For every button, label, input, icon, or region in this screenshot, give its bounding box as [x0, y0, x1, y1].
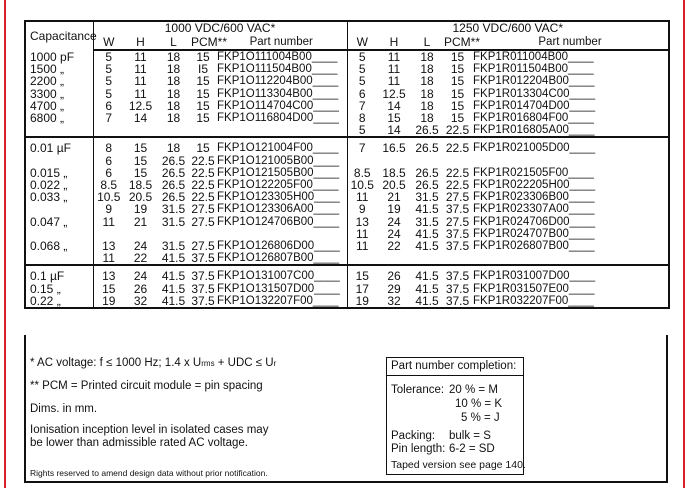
col-part-1000: Part number [216, 35, 347, 50]
cell-part-1250: FKP1R026807B00____ [472, 240, 669, 252]
cell-w-1250: 6 [358, 86, 366, 101]
cell-part-1250 [472, 155, 669, 167]
cell-capacitance: 0.015 „ [25, 167, 93, 179]
table-row [25, 203, 669, 215]
table-row [25, 295, 669, 308]
cell-l-1000: 41.5 [157, 295, 190, 308]
cell-pcm-1000: I5 [197, 62, 208, 77]
cell-l-1000: 31.5 [161, 202, 186, 217]
cell-w-1000: 9 [105, 202, 113, 217]
cell-w-1000: 11 [93, 252, 124, 265]
cell-pcm-1000: 27.5 [191, 214, 215, 229]
cell-w-1250: 11 [356, 190, 369, 205]
cell-pcm-1250: 15 [450, 62, 465, 77]
note-rights: Rights reserved to amend design data without prior notification. [30, 468, 268, 478]
cell-pcm-1000: 22.5 [191, 190, 215, 205]
cell-h-1000: 15 [133, 153, 148, 168]
cell-h-1000: 32 [124, 295, 157, 308]
cell-w-1250: 17 [355, 281, 369, 296]
cell-part-1000: FKP1O121004F00____ [216, 142, 347, 154]
cell-capacitance: 0.033 „ [25, 191, 93, 203]
cell-part-1250: FKP1R032207F00____ [472, 295, 669, 308]
cell-h-1250: 24 [387, 226, 401, 241]
col-l-1250: L [411, 35, 443, 50]
cell-pcm-1250: 37.5 [445, 202, 470, 217]
cell-l-1250: 41.5 [415, 202, 439, 217]
cell-w-1250: 7 [358, 141, 366, 156]
cell-l-1250: 18 [420, 98, 434, 113]
table-row [25, 75, 669, 87]
cell-h-1250: 11 [387, 74, 401, 89]
header-row-columns [25, 35, 669, 50]
cell-h-1000: 11 [134, 62, 147, 77]
cell-w-1250: 15 [355, 269, 369, 284]
table-row [25, 155, 669, 167]
cell-w-1250 [347, 155, 377, 167]
cell-h-1000: 26 [133, 281, 148, 296]
table-row [25, 228, 669, 240]
cell-part-1250: FKP1R016805A00____ [472, 124, 669, 137]
cell-w-1000: 13 [102, 239, 116, 254]
cell-capacitance: 0.1 µF [25, 270, 93, 282]
cell-l-1250 [411, 155, 443, 167]
cell-part-1250: FKP1R022205H00____ [472, 179, 669, 191]
cell-part-1000: FKP1O123305H00____ [216, 191, 347, 203]
cell-part-1250: FKP1R031507E00____ [472, 283, 669, 295]
cell-w-1000: 8.5 [100, 178, 118, 193]
cell-w-1000: 5 [105, 50, 113, 64]
cell-pcm-1000 [190, 124, 216, 137]
taped-version-note: Taped version see page 140. [391, 459, 526, 471]
cell-w-1250: 5 [358, 74, 366, 89]
cell-pcm-1250: 22.5 [445, 165, 470, 180]
cell-h-1000: 11 [134, 86, 147, 101]
packing-label: Packing: [391, 430, 436, 442]
cell-l-1000: 26.5 [161, 153, 186, 168]
cell-l-1000: 18 [166, 111, 181, 126]
cell-pcm-1250: 15 [450, 50, 465, 64]
cell-h-1000 [124, 124, 157, 137]
cell-l-1000: 18 [166, 86, 181, 101]
cell-w-1000: 19 [93, 295, 124, 308]
cell-l-1250: 41.5 [415, 281, 439, 296]
cell-part-1000: FKP1O124706B00____ [216, 216, 347, 228]
cell-h-1000: 18.5 [128, 178, 153, 193]
notes-panel [24, 335, 668, 483]
cell-l-1000: 26.5 [161, 165, 186, 180]
col-l-1000: L [157, 35, 190, 50]
note-ionisation-line1: Ionisation inception level in isolated cases may [30, 424, 269, 436]
cell-pcm-1000: 15 [196, 86, 210, 101]
cell-part-1250: FKP1R011504B00____ [472, 63, 669, 75]
cell-capacitance: 1000 pF [25, 50, 93, 63]
table-row [25, 283, 669, 295]
capacitance-header: Capacitance [25, 21, 93, 50]
cell-h-1250 [377, 155, 411, 167]
cell-pcm-1000: 15 [196, 74, 210, 89]
cell-h-1250: 32 [377, 295, 411, 308]
cell-h-1000: 14 [133, 111, 148, 126]
cell-pcm-1250: 27.5 [445, 214, 470, 229]
cell-capacitance [25, 203, 93, 215]
tolerance-label: Tolerance: [391, 384, 445, 396]
left-margin-line [4, 0, 6, 488]
cell-w-1000 [93, 124, 124, 137]
cell-part-1000: FKP1O113304B00____ [216, 88, 347, 100]
cell-w-1250: 13 [355, 214, 369, 229]
cell-l-1250: 31.5 [415, 190, 439, 205]
cell-w-1250: 5 [347, 124, 377, 137]
cell-l-1000 [157, 124, 190, 137]
cell-h-1250: 15 [387, 111, 401, 126]
cell-l-1000: 26.5 [161, 190, 186, 205]
cell-pcm-1250: 22.5 [445, 141, 470, 156]
cell-w-1000: 11 [102, 214, 115, 229]
cell-l-1000: 41.5 [161, 269, 186, 284]
col-h-1250: H [377, 35, 411, 50]
cell-pcm-1250: 15 [450, 98, 465, 113]
cell-part-1250: FKP1R013304C00____ [472, 88, 669, 100]
cell-pcm-1250: 15 [450, 74, 465, 89]
cell-h-1000: 15 [133, 141, 148, 156]
cell-w-1250: 19 [347, 295, 377, 308]
cell-capacitance: 0.15 „ [25, 283, 93, 295]
cell-part-1250: FKP1R031007D00____ [472, 270, 669, 282]
cell-h-1250: 26 [387, 269, 401, 284]
cell-pcm-1250: 37.5 [445, 239, 470, 254]
cell-part-1000: FKP1O132207F00____ [216, 295, 347, 308]
cell-h-1250: 11 [387, 50, 401, 64]
cell-pcm-1250: 22.5 [443, 124, 472, 137]
note-ac-voltage: * AC voltage: f ≤ 1000 Hz; 1.4 x Urms + UDC ≤ Ur [30, 357, 277, 369]
table-row [25, 100, 669, 112]
cell-l-1000: 18 [166, 62, 181, 77]
cell-part-1000 [216, 124, 347, 137]
cell-part-1250: FKP1R024707B00____ [472, 228, 669, 240]
cell-h-1000: 12.5 [128, 98, 153, 113]
note-ionisation-line2: be lower than admissible rated AC voltage. [30, 437, 248, 449]
col-w-1250: W [347, 35, 377, 50]
cell-part-1000: FKP1O111504B00____ [216, 63, 347, 75]
cell-part-1000: FKP1O121005B00____ [216, 155, 347, 167]
cell-h-1250: 29 [387, 281, 401, 296]
cell-pcm-1250: 27.5 [445, 190, 470, 205]
cell-capacitance: 4700 „ [25, 100, 93, 112]
cell-w-1000: 6 [105, 165, 113, 180]
cell-pcm-1250: 15 [450, 86, 465, 101]
cell-l-1250: 18 [420, 62, 434, 77]
cell-w-1000: 5 [105, 86, 113, 101]
cell-part-1000: FKP1O112204B00____ [216, 75, 347, 87]
group-header-1250: 1250 VDC/600 VAC* [347, 21, 669, 35]
cell-w-1000: 5 [105, 62, 113, 77]
cell-h-1000: 11 [134, 50, 147, 64]
cell-capacitance: 0.01 µF [25, 142, 93, 154]
cell-l-1000: 18 [166, 74, 181, 89]
cell-l-1250: 26.5 [415, 178, 439, 193]
cell-h-1250: 21 [387, 190, 401, 205]
cell-l-1000: 26.5 [161, 178, 186, 193]
cell-h-1250: 24 [387, 214, 401, 229]
cell-w-1250 [347, 252, 377, 265]
cell-l-1250: 26.5 [411, 124, 443, 137]
col-pcm-1000: PCM** [191, 34, 228, 49]
table-row [25, 63, 669, 75]
cell-pcm-1000: 27.5 [191, 239, 215, 254]
cell-h-1000: 24 [133, 269, 148, 284]
cell-pcm-1000: 27.5 [191, 202, 215, 217]
cell-part-1250: FKP1R021505F00____ [472, 167, 669, 179]
cell-pcm-1250: 37.5 [445, 269, 470, 284]
cell-h-1250: 14 [377, 124, 411, 137]
cell-h-1000: 19 [133, 202, 148, 217]
cell-part-1250: FKP1R016804F00____ [472, 112, 669, 124]
cell-part-1000 [216, 228, 347, 240]
pin-length-value: 6-2 = SD [449, 443, 495, 455]
table-row [25, 191, 669, 203]
cell-pcm-1000: 15 [196, 141, 210, 156]
cell-pcm-1000: 37.5 [191, 269, 215, 284]
cell-part-1250: FKP1R024706D00____ [472, 216, 669, 228]
packing-value: bulk = S [449, 430, 491, 442]
cell-capacitance [25, 252, 93, 265]
cell-l-1250: 18 [420, 74, 434, 89]
cell-pcm-1000: 37.5 [191, 281, 215, 296]
table-row [25, 124, 669, 137]
cell-part-1250: FKP1R023306B00____ [472, 191, 669, 203]
cell-part-1000: FKP1O131007C00____ [216, 270, 347, 282]
cell-l-1250: 41.5 [415, 226, 439, 241]
cell-l-1000: 31.5 [161, 214, 186, 229]
cell-l-1000: 18 [166, 98, 181, 113]
cell-h-1250: 19 [387, 202, 401, 217]
cell-w-1250: 5 [358, 50, 366, 64]
cell-pcm-1250: 15 [450, 111, 465, 126]
cell-capacitance [25, 155, 93, 167]
table-row [25, 252, 669, 265]
col-pcm-1250: PCM** [444, 34, 481, 49]
note-dims: Dims. in mm. [30, 403, 98, 415]
cell-part-1000: FKP1O111004B00____ [216, 50, 347, 63]
cell-part-1000: FKP1O131507D00____ [216, 283, 347, 295]
cell-h-1250: 20.5 [382, 178, 406, 193]
cell-w-1250: 11 [356, 239, 369, 254]
cell-capacitance: 6800 „ [25, 112, 93, 124]
cell-w-1250: 5 [358, 62, 366, 77]
part-number-completion-box [386, 357, 524, 475]
cell-pcm-1000: 22.5 [191, 178, 215, 193]
cell-h-1000: 22 [124, 252, 157, 265]
cell-w-1000: 7 [105, 111, 113, 126]
table-row [25, 50, 669, 63]
cell-pcm-1000: 22.5 [191, 165, 215, 180]
cell-pcm-1000: 15 [196, 111, 210, 126]
cell-pcm-1000: 15 [196, 50, 210, 64]
cell-pcm-1000: 15 [196, 98, 210, 113]
cell-pcm-1000: 37.5 [191, 251, 215, 266]
cell-pcm-1250: 22.5 [445, 178, 470, 193]
cell-h-1250: 11 [387, 62, 401, 77]
cell-l-1000: 41.5 [157, 252, 190, 265]
header-row-group [25, 21, 669, 35]
cell-part-1000: FKP1O123306A00____ [216, 203, 347, 215]
table-row [25, 240, 669, 252]
cell-w-1000: 6 [105, 153, 113, 168]
cell-capacitance [25, 124, 93, 137]
cell-h-1250 [377, 252, 411, 265]
cell-h-1000: 20.5 [128, 190, 153, 205]
cell-h-1250: 22 [387, 239, 401, 254]
table-row [25, 167, 669, 179]
tolerance-m: 20 % = M [449, 384, 498, 396]
cell-w-1000: 15 [102, 281, 116, 296]
cell-l-1250: 18 [420, 86, 434, 101]
cell-h-1000: 21 [133, 214, 148, 229]
cell-pcm-1250: 37.5 [445, 226, 470, 241]
cell-capacitance: 1500 „ [25, 63, 93, 75]
col-w-1000: W [93, 35, 124, 50]
cell-part-1000: FKP1O126807B00____ [216, 252, 347, 265]
cell-h-1000: 24 [133, 239, 148, 254]
cell-h-1000: 15 [133, 165, 148, 180]
cell-part-1250: FKP1R014704D00____ [472, 100, 669, 112]
capacitor-spec-table [24, 20, 670, 309]
cell-capacitance: 0.022 „ [25, 179, 93, 191]
cell-l-1250: 26.5 [415, 141, 439, 156]
cell-w-1250: 11 [356, 226, 369, 241]
col-part-1250: Part number [472, 35, 669, 50]
cell-l-1250: 31.5 [415, 214, 439, 229]
table-row [25, 216, 669, 228]
cell-part-1250: FKP1R021005D00____ [472, 142, 669, 154]
note-pcm: ** PCM = Printed circuit module = pin spacing [30, 380, 263, 392]
cell-capacitance: 2200 „ [25, 75, 93, 87]
cell-part-1250: FKP1R023307A00____ [472, 203, 669, 215]
cell-part-1250 [472, 252, 669, 265]
table-row [25, 142, 669, 154]
cell-pcm-1250: 37.5 [445, 281, 470, 296]
cell-h-1250: 16.5 [382, 141, 406, 156]
cell-capacitance: 3300 „ [25, 88, 93, 100]
tolerance-k: 10 % = K [455, 398, 502, 410]
cell-pcm-1000: 37.5 [191, 293, 215, 308]
cell-l-1250 [411, 252, 443, 265]
completion-title: Part number completion: [387, 358, 523, 376]
cell-part-1250: FKP1R011004B00____ [472, 50, 669, 63]
table-row [25, 88, 669, 100]
cell-capacitance: 0.22 „ [25, 295, 93, 308]
cell-capacitance: 0.047 „ [25, 216, 93, 228]
cell-w-1000: 8 [105, 141, 113, 156]
cell-l-1250: 41.5 [415, 239, 439, 254]
cell-part-1250: FKP1R012204B00____ [472, 75, 669, 87]
cell-w-1250: 7 [358, 98, 366, 113]
cell-l-1250: 18 [420, 111, 434, 126]
pin-length-label: Pin length: [391, 443, 446, 455]
cell-l-1250: 41.5 [415, 269, 439, 284]
cell-h-1000: 11 [134, 74, 147, 89]
cell-l-1000: 31.5 [161, 239, 186, 254]
cell-l-1000: 18 [166, 50, 181, 64]
cell-part-1000: FKP1O122205F00____ [216, 179, 347, 191]
cell-h-1250: 18.5 [382, 165, 406, 180]
cell-pcm-1000: 22.5 [191, 153, 215, 168]
cell-part-1000: FKP1O116804D00____ [216, 112, 347, 124]
tolerance-j: 5 % = J [461, 412, 500, 424]
cell-part-1000: FKP1O126806D00____ [216, 240, 347, 252]
cell-pcm-1250 [443, 155, 472, 167]
cell-w-1000: 10.5 [97, 190, 121, 205]
cell-l-1250: 18 [420, 50, 434, 64]
cell-l-1000: 41.5 [161, 281, 186, 296]
cell-h-1250: 14 [387, 98, 401, 113]
cell-w-1000: 5 [105, 74, 113, 89]
cell-w-1250: 8.5 [353, 165, 371, 180]
cell-l-1000: 18 [166, 141, 181, 156]
col-h-1000: H [124, 35, 157, 50]
cell-pcm-1250 [443, 252, 472, 265]
cell-w-1250: 8 [358, 111, 366, 126]
cell-pcm-1250: 37.5 [443, 295, 472, 308]
cell-h-1250: 12.5 [382, 86, 406, 101]
cell-capacitance: 0.068 „ [25, 240, 93, 252]
group-header-1000: 1000 VDC/600 VAC* [93, 21, 347, 35]
right-margin-line [683, 0, 685, 488]
cell-w-1250: 10.5 [350, 178, 374, 193]
table-row [25, 270, 669, 282]
cell-l-1250: 41.5 [411, 295, 443, 308]
cell-w-1250: 9 [358, 202, 366, 217]
cell-w-1000: 6 [105, 98, 113, 113]
cell-w-1000: 13 [102, 269, 116, 284]
table-row [25, 112, 669, 124]
cell-part-1000: FKP1O121505B00____ [216, 167, 347, 179]
cell-l-1250: 26.5 [415, 165, 439, 180]
cell-part-1000: FKP1O114704C00____ [216, 100, 347, 112]
table-row [25, 179, 669, 191]
